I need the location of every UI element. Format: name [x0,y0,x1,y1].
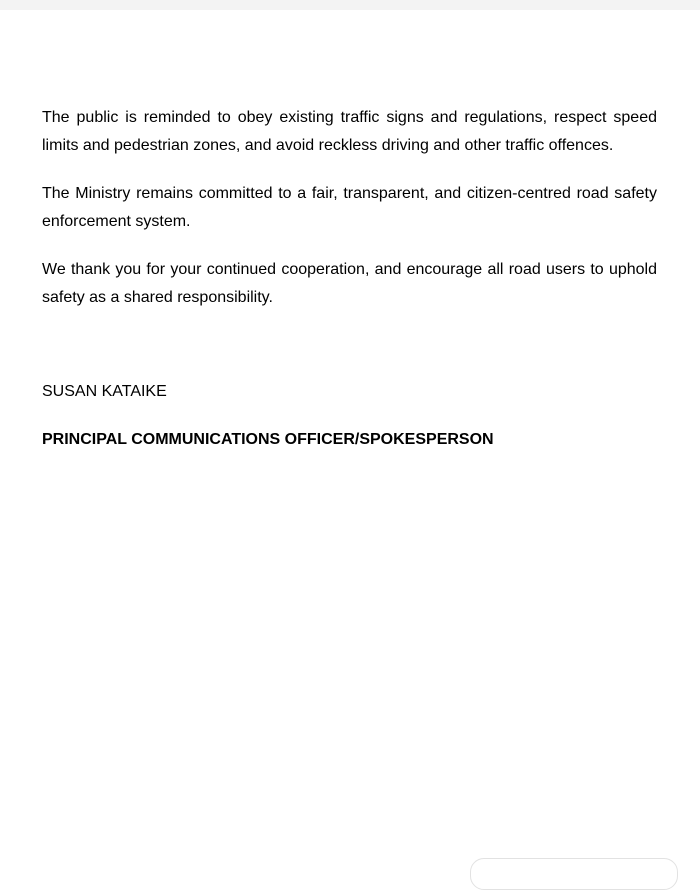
signatory-title: PRINCIPAL COMMUNICATIONS OFFICER/SPOKESPERSON [42,431,494,448]
floating-control-edge[interactable] [470,858,678,890]
paragraph-thanks: We thank you for your continued cooperation, and encourage all road users to uphold safety as a shared responsibility. [42,261,657,306]
document-page [0,10,700,866]
signatory-name: SUSAN KATAIKE [42,383,167,400]
top-band [0,0,700,10]
paragraph-traffic-reminder: The public is reminded to obey existing traffic signs and regulations, respect speed limits and pedestrian zones, and avoid reckless driving and other traffic offences. [42,109,657,154]
paragraph-ministry-commitment: The Ministry remains committed to a fair, transparent, and citizen-centred road safety enforcement system. [42,185,657,230]
